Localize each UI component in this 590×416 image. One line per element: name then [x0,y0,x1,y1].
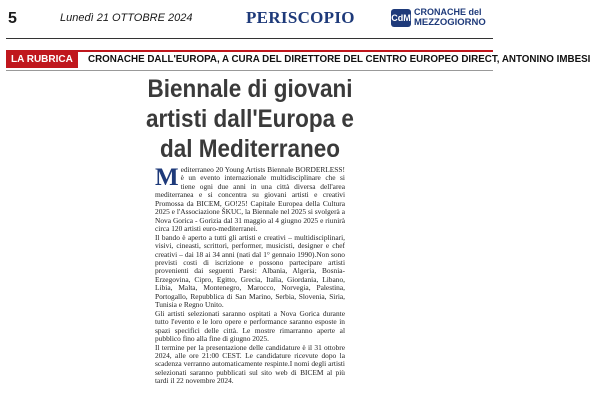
section-title: PERISCOPIO [246,8,355,27]
rubric-tag: LA RUBRICA [6,52,78,68]
masthead [0,0,499,46]
article-paragraph: Gli artisti selezionati saranno ospitati a Nova Gorica durante tutto l'evento e le loro opere e performance saranno esposte in spazi specifici delle città. Le mostre rimarranno aperte al pubblico fino alla fine di giugno 2025. [155,308,345,344]
paragraph-text: editerraneo 20 Young Artists Biennale BORDERLESS! è un evento internazionale multidisciplinare che si tiene ogni due anni in una città diversa dell'area mediterranea e si concentra su giovani artisti e creativi Promossa da BICEM, GO!25! Capitale Europea della Cultura 2025 e l'Associazione ŠKUC, la Biennale nel 2025 si svolgerà a Nova Gorica - Gorizia dal 31 maggio al 4 giugno 2025 e riunirà circa 120 artisti euro-mediterranei. [155,165,345,234]
masthead-divider [6,38,493,39]
logo-line1: CRONACHE del [414,7,482,17]
drop-cap: M [155,164,179,191]
article-body [155,166,345,386]
logo-badge-icon: CdM [391,9,411,27]
article-paragraph: Il bando è aperto a tutti gli artisti e creativi – multidisciplinari, visivi, cineasti, scrittori, performer, musicisti, designer e chef creativi – dai 18 ai 34 anni (nati dal 1° gennaio 1990).Non sono previsti costi di iscrizione e possono partecipare artisti provenienti dai seguenti Paesi: Albania, Algeria, Bosnia-Erzegovina, Cipro, Egitto, Grecia, Italia, Giordania, Libano, Libia, Malta, Montenegro, Marocco, Norvegia, Palestina, Portogallo, Repubblica di San Marino, Serbia, Slovenia, Siria, Tunisia e Regno Unito. [155,232,345,310]
article-paragraph: Il termine per la presentazione delle candidature è il 31 ottobre 2024, alle ore 21:00 CEST. Le candidature ricevute dopo la scadenza verranno automaticamente respinte.I nomi degli artisti selezionati saranno pubblicati sul sito web di BICEM al più tardi il 22 novembre 2024. [155,342,345,386]
article-paragraph [155,166,345,234]
article-headline: Biennale di giovani artisti dall'Europa e dal Mediterraneo [146,75,354,163]
logo-line2: MEZZOGIORNO [414,17,486,28]
rubric-bar [6,50,590,71]
newspaper-logo [391,6,495,32]
page-number: 5 [8,10,17,27]
publication-date: Lunedì 21 OTTOBRE 2024 [60,12,193,24]
rubric-text: CRONACHE DALL'EUROPA, A CURA DEL DIRETTORE DEL CENTRO EUROPEO DIRECT, ANTONINO IMBESI [88,54,590,65]
